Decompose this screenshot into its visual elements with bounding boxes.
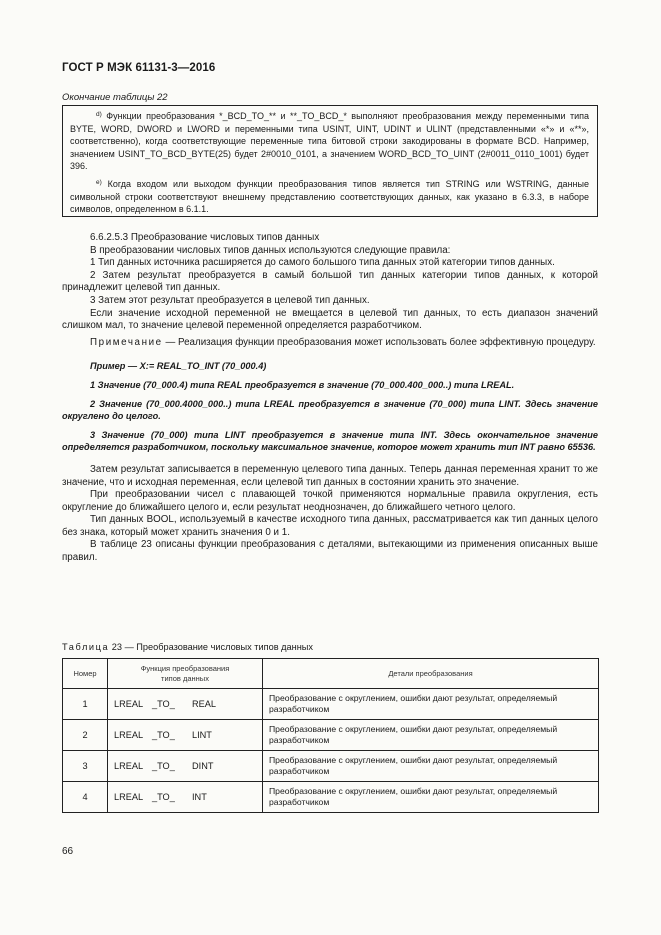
- table-23: [62, 658, 599, 813]
- footnote-marker: e): [96, 178, 102, 186]
- function-target-type: DINT: [192, 761, 214, 771]
- example-line: 2 Значение (70_000.4000_000..) типа LREAL преобразуется в значение (70_000) типа LINT. Здесь значение округлено до целого.: [62, 398, 598, 422]
- header-function: [108, 659, 263, 689]
- rules-intro: В преобразовании числовых типов данных используются следующие правила:: [90, 244, 451, 256]
- row-details: Преобразование с округлением, ошибки дают результат, определяемый разработчиком: [263, 751, 599, 782]
- function-to: _TO_: [152, 730, 175, 740]
- note-label: Примечание: [90, 336, 163, 348]
- footnote-text: Функции преобразования *_BCD_TO_** и **_TO_BCD_* выполняют преобразования между переменными типа BYTE, WORD, DWORD и LWORD и переменными типа USINT, UINT, UDINT и ULINT (представленными «*» и «**», соответственно), когда соответствующие переменные типа битовой строки закодированы в формате BCD. Например, значением USINT_TO_BCD_BYTE(25) будет 2#0010_0101, а значением WORD_BCD_TO_UINT (2#0011_0110_1001) будет 396.: [70, 111, 589, 172]
- body-paragraph: В таблице 23 описаны функции преобразования с деталями, вытекающими из применения описанных выше правил.: [62, 539, 598, 564]
- footnote-e: [70, 178, 589, 216]
- rule-item: 2 Затем результат преобразуется в самый большой тип данных категории типов данных, к которой принадлежит целевой тип данных.: [62, 269, 598, 294]
- body-paragraph: При преобразовании чисел с плавающей точкой применяются нормальные правила округления, есть округление до ближайшего целого и, если результат неоднозначен, до ближайшего четного целого.: [62, 489, 598, 513]
- row-function: [108, 689, 263, 720]
- row-number: 1: [63, 689, 108, 720]
- table-caption-label: Таблица: [62, 642, 110, 652]
- note: [62, 337, 598, 350]
- body-paragraph: Тип данных BOOL, используемый в качестве исходного типа данных, рассматривается как тип данных целого без знака, который может хранить значения 0 и 1.: [62, 514, 598, 538]
- header-function-text: Функция преобразования типов данных: [140, 663, 230, 683]
- function-to: _TO_: [152, 792, 175, 802]
- function-to: _TO_: [152, 699, 175, 709]
- function-target-type: LINT: [192, 730, 212, 740]
- row-details: Преобразование с округлением, ошибки дают результат, определяемый разработчиком: [263, 720, 599, 751]
- header-number: Номер: [63, 659, 108, 689]
- row-details: Преобразование с округлением, ошибки дают результат, определяемый разработчиком: [263, 782, 599, 813]
- function-source-type: LREAL: [114, 699, 144, 709]
- footnote-d: [70, 110, 589, 173]
- table-row: [63, 720, 599, 751]
- header-details: Детали преобразования: [263, 659, 599, 689]
- row-number: 4: [63, 782, 108, 813]
- row-number: 2: [63, 720, 108, 751]
- note-text: — Реализация функции преобразования может использовать более эффективную процедуру.: [165, 336, 596, 348]
- table-row: [63, 751, 599, 782]
- overflow-paragraph: Если значение исходной переменной не вмещается в целевой тип данных, то есть диапазон значений слишком мал, то значение целевой переменной определяется разработчиком.: [62, 307, 598, 332]
- row-number: 3: [63, 751, 108, 782]
- table-caption-text: 23 — Преобразование числовых типов данных: [111, 642, 313, 652]
- section-heading: 6.6.2.5.3 Преобразование числовых типов данных: [90, 232, 320, 243]
- rule-item: 1 Тип данных источника расширяется до самого большого типа данных этой категории типов данных.: [90, 257, 555, 269]
- table-header-row: [63, 659, 599, 689]
- section-body: [62, 232, 598, 565]
- table-23-caption: [62, 642, 313, 652]
- example-title: Пример — X:= REAL_TO_INT (70_000.4): [90, 361, 267, 372]
- page-number: 66: [62, 846, 74, 857]
- function-to: _TO_: [152, 761, 175, 771]
- row-function: [108, 782, 263, 813]
- row-details: Преобразование с округлением, ошибки дают результат, определяемый разработчиком: [263, 689, 599, 720]
- function-source-type: LREAL: [114, 730, 144, 740]
- table-22-footnotes: [62, 105, 598, 217]
- function-source-type: LREAL: [114, 761, 144, 771]
- rule-item: 3 Затем этот результат преобразуется в целевой тип данных.: [90, 294, 370, 306]
- function-target-type: INT: [192, 792, 207, 802]
- row-function: [108, 751, 263, 782]
- function-target-type: REAL: [192, 699, 217, 709]
- example-line: 1 Значение (70_000.4) типа REAL преобразуется в значение (70_000.400_000..) типа LREAL.: [90, 379, 515, 390]
- footnote-marker: d): [96, 111, 102, 118]
- footnote-text: Когда входом или выходом функции преобразования типов является тип STRING или WSTRING, данные символьной строки соответствуют внешнему представлению соответствующих данных, как указано в 6.3.3, в наборе символов, определенном в 6.1.1.: [70, 178, 589, 215]
- table-row: [63, 689, 599, 720]
- standard-header: ГОСТ Р МЭК 61131-3—2016: [62, 62, 216, 74]
- function-source-type: LREAL: [114, 792, 144, 802]
- example-line: 3 Значение (70_000) типа LINT преобразуется в значение типа INT. Здесь окончательное значение определяется разработчиком, поскольку максимальное значение, которое может хранить тип INT равно 65536.: [62, 429, 598, 453]
- row-function: [108, 720, 263, 751]
- body-paragraph: Затем результат записывается в переменную целевого типа данных. Теперь данная переменная хранит то же значение, что и исходная переменная, если целевой тип данных в состоянии хранить это значение.: [62, 463, 598, 488]
- table-row: [63, 782, 599, 813]
- table-continuation-caption: Окончание таблицы 22: [62, 92, 168, 103]
